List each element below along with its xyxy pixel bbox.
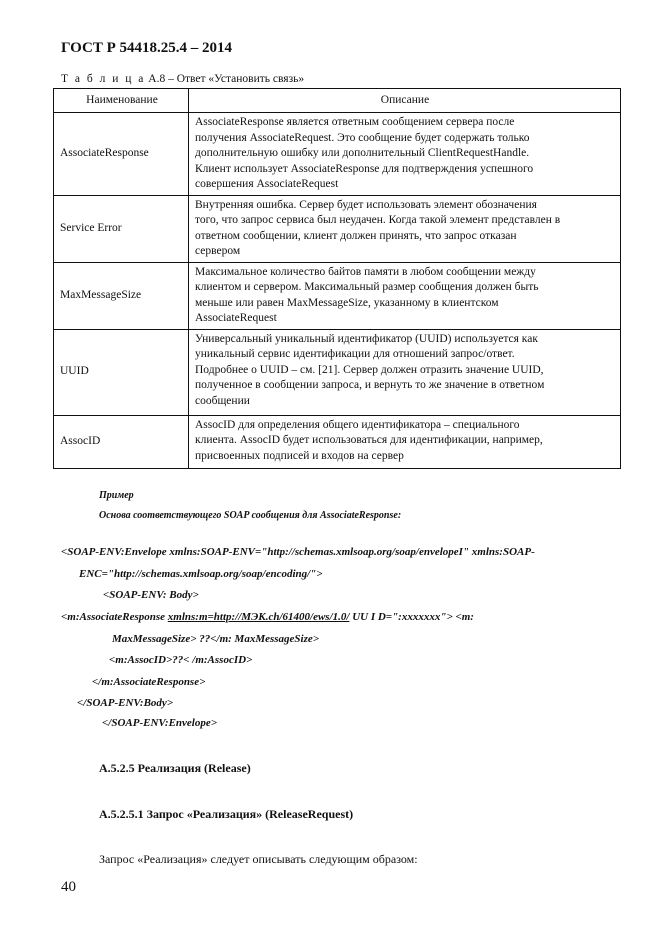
body-paragraph: Запрос «Реализация» следует описывать следующим образом: xyxy=(99,852,418,866)
code-line: MaxMessageSize> ??</m: MaxMessageSize> xyxy=(112,633,320,645)
description-line: Максимальное количество байтов памяти в любом сообщении между xyxy=(195,265,536,278)
description-line: сообщении xyxy=(195,394,250,407)
row-description-cell xyxy=(189,329,621,415)
namespace-link[interactable]: xmlns:m=http://МЭК.ch/61400/ews/1.0/ xyxy=(167,611,350,623)
code-line: </m:AssociateResponse> xyxy=(92,676,206,688)
row-name-cell: MaxMessageSize xyxy=(54,262,189,329)
description-line: меньше или равен MaxMessageSize, указанному в клиентском xyxy=(195,296,499,309)
example-title: Пример xyxy=(99,490,134,501)
description-line: AssociateRequest xyxy=(195,312,277,324)
section-heading: А.5.2.5 Реализация (Release) xyxy=(99,761,251,775)
row-description-cell xyxy=(189,262,621,329)
code-text: UU I D=":xxxxxxx"> <m: xyxy=(349,611,474,623)
column-header-description: Описание xyxy=(189,89,621,113)
page-number: 40 xyxy=(61,879,76,895)
description-line: того, что запрос сервиса был неудачен. Когда такой элемент представлен в xyxy=(195,214,561,226)
description-line: AssociateResponse является ответным сообщением сервера после xyxy=(195,116,515,128)
row-description-cell xyxy=(189,113,621,196)
code-line: </SOAP-ENV:Envelope> xyxy=(102,717,217,729)
description-line: полученное в сообщении запроса, и вернуть то же значение в ответном xyxy=(195,379,545,391)
code-line: ENC="http://schemas.xmlsoap.org/soap/encoding/"> xyxy=(79,568,323,580)
row-name-cell: UUID xyxy=(54,329,189,415)
description-line: уникальный сервис идентификации для отношений запрос/ответ. xyxy=(195,348,515,360)
standard-header: ГОСТ Р 54418.25.4 – 2014 xyxy=(61,40,233,56)
definitions-table xyxy=(53,88,621,469)
description-line: Внутренняя ошибка. Сервер будет использовать элемент обозначения xyxy=(195,198,537,211)
row-description-cell xyxy=(189,415,621,468)
column-header-name: Наименование xyxy=(54,89,189,113)
code-line: <SOAP-ENV: Body> xyxy=(103,589,199,601)
description-line: клиентом и сервером. Максимальный размер сообщения должен быть xyxy=(195,281,539,293)
row-name-cell: AssocID xyxy=(54,415,189,468)
description-line: дополнительную ошибку или дополнительный ClientRequestHandle. xyxy=(195,147,530,159)
description-line: Подробнее о UUID – см. [21]. Сервер должен отразить значение UUID, xyxy=(195,363,544,376)
description-line: сервером xyxy=(195,245,241,257)
table-row xyxy=(54,329,621,415)
description-line: ответном сообщении, клиент должен принять, что запрос отказан xyxy=(195,229,517,242)
code-line: </SOAP-ENV:Body> xyxy=(77,697,174,709)
table-row xyxy=(54,415,621,468)
subsection-heading: А.5.2.5.1 Запрос «Реализация» (ReleaseRequest) xyxy=(99,807,354,821)
code-line: <SOAP-ENV:Envelope xmlns:SOAP-ENV="http://schemas.xmlsoap.org/soap/envelopeI" xmlns:SOAP- xyxy=(61,546,535,558)
table-row xyxy=(54,262,621,329)
description-line: клиента. AssocID будет использоваться для идентификации, например, xyxy=(195,434,543,446)
description-line: AssocID для определения общего идентификатора – специального xyxy=(195,418,520,431)
table-row xyxy=(54,195,621,262)
table-caption-text: А.8 – Ответ «Установить связь» xyxy=(145,73,305,85)
table-header-row xyxy=(54,89,621,113)
row-name-cell: Service Error xyxy=(54,195,189,262)
code-line xyxy=(61,611,474,623)
description-line: Клиент использует AssociateResponse для подтверждения успешного xyxy=(195,162,534,175)
table-row xyxy=(54,113,621,196)
description-line: Универсальный уникальный идентификатор (UUID) используется как xyxy=(195,332,538,345)
row-name-cell: AssociateResponse xyxy=(54,113,189,196)
code-text: <m:AssociateResponse xyxy=(61,611,168,623)
description-line: присвоенных подписей и входов на сервер xyxy=(195,449,404,462)
description-line: совершения AssociateRequest xyxy=(195,178,339,190)
example-subtitle: Основа соответствующего SOAP сообщения для AssociateResponse: xyxy=(99,510,402,521)
description-line: получения AssociateRequest. Это сообщение будет содержать только xyxy=(195,131,530,144)
row-description-cell xyxy=(189,195,621,262)
table-caption xyxy=(61,73,304,85)
code-line: <m:AssocID>??< /m:AssocID> xyxy=(109,654,253,666)
table-caption-prefix: Т а б л и ц а xyxy=(61,73,146,85)
